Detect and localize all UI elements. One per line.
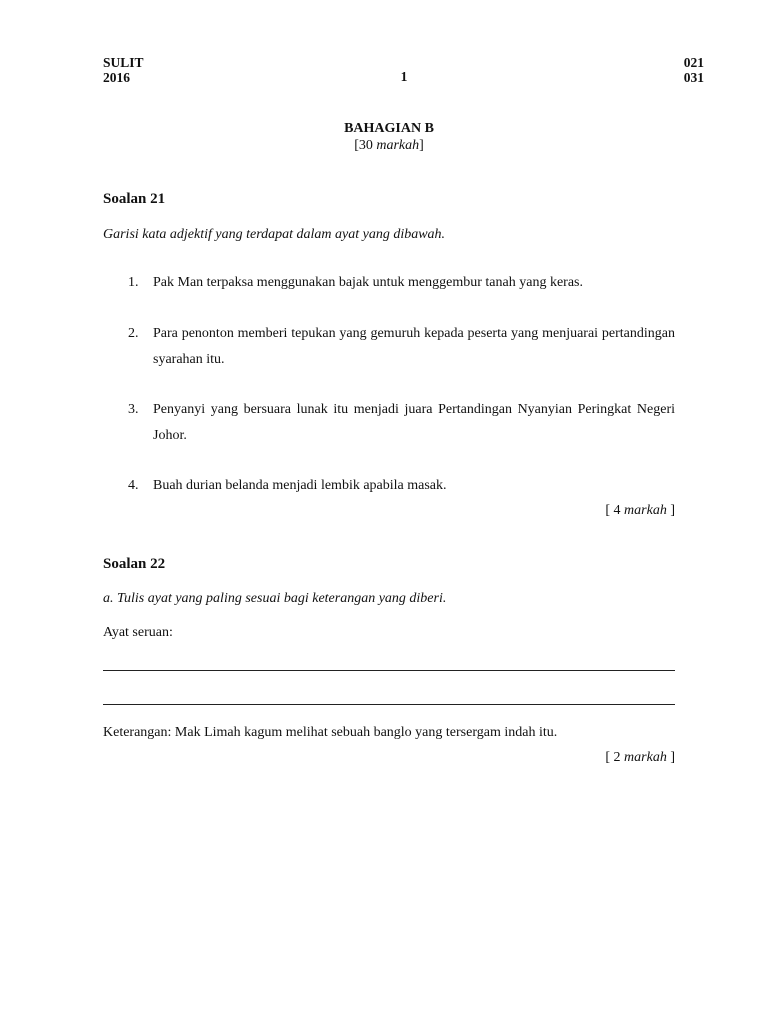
item-number: 3. — [128, 402, 139, 417]
question-21-instruction: Garisi kata adjektif yang terdapat dalam ayat yang dibawah. — [103, 227, 446, 242]
section-marks — [0, 137, 768, 154]
item-text: Penyanyi yang bersuara lunak itu menjadi juara Pertandingan Nyanyian Peringkat Negeri Johor. — [153, 402, 675, 443]
section-title: BAHAGIAN B — [344, 121, 434, 136]
marks-word: markah — [624, 503, 667, 518]
answer-line-2[interactable] — [103, 704, 675, 705]
page-number: 1 — [400, 69, 408, 84]
header-right — [684, 55, 704, 85]
answer-line-1[interactable] — [103, 670, 675, 671]
item-text: Para penonton memberi tepukan yang gemuruh kepada peserta yang menjuarai pertandingan syarahan itu. — [153, 326, 675, 367]
marks-close: ] — [666, 503, 675, 518]
item-number: 4. — [128, 478, 139, 493]
question-22-title: Soalan 22 — [103, 556, 166, 572]
header-code-2: 031 — [683, 70, 704, 85]
question-21-marks — [605, 502, 675, 519]
question-21-item-2 — [103, 321, 675, 373]
header-left — [103, 55, 144, 85]
question-21-item-3 — [103, 397, 675, 449]
question-21-item-4 — [103, 473, 675, 499]
section-heading — [0, 120, 768, 154]
item-number: 2. — [128, 326, 139, 341]
question-22-label: Ayat seruan: — [103, 625, 173, 640]
question-21-item-1 — [103, 270, 675, 296]
section-marks-open: [30 — [354, 138, 377, 153]
marks-open: [ 2 — [605, 750, 625, 765]
question-22-description: Keterangan: Mak Limah kagum melihat sebuah banglo yang tersergam indah itu. — [103, 725, 558, 740]
item-number: 1. — [128, 275, 139, 290]
marks-open: [ 4 — [605, 503, 625, 518]
header-year: 2016 — [103, 70, 130, 85]
question-22-marks — [605, 749, 675, 766]
section-marks-word: markah — [376, 138, 420, 153]
item-text: Pak Man terpaksa menggunakan bajak untuk menggembur tanah yang keras. — [153, 275, 583, 290]
marks-word: markah — [624, 750, 667, 765]
item-text: Buah durian belanda menjadi lembik apabila masak. — [153, 478, 447, 493]
marks-close: ] — [666, 750, 675, 765]
section-marks-close: ] — [419, 138, 424, 153]
question-22-instruction: a. Tulis ayat yang paling sesuai bagi keterangan yang diberi. — [103, 591, 447, 606]
header-classification: SULIT — [103, 55, 144, 70]
header-code-1: 021 — [683, 55, 704, 70]
question-21-title: Soalan 21 — [103, 191, 166, 207]
